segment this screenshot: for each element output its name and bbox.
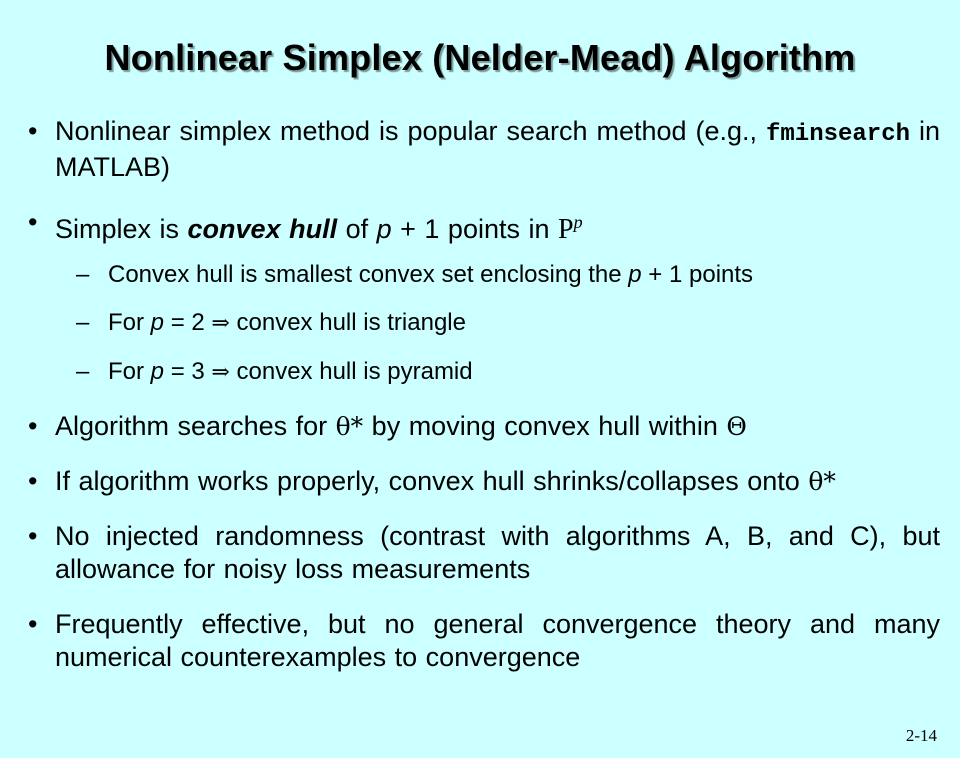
- sub-bullet-text: convex hull is triangle: [229, 309, 466, 336]
- sub-bullet-pyramid: [28, 357, 940, 388]
- bullet-text: Frequently effective, but no general convergence theory and many numerical counterexamples to convergence: [55, 609, 940, 672]
- sub-bullet-convex-hull-definition: [28, 260, 940, 290]
- sub-bullet-text: For: [108, 358, 151, 385]
- sub-bullet-triangle: [28, 308, 940, 339]
- variable-p: p: [150, 358, 165, 385]
- bullet-marker: •: [28, 116, 38, 146]
- bullet-text: of: [337, 214, 377, 244]
- variable-p: p: [150, 309, 165, 336]
- bullet-simplex-definition: [28, 206, 940, 246]
- bullet-marker: •: [28, 466, 38, 496]
- bullet-randomness: [28, 520, 940, 586]
- dash-marker: –: [76, 358, 90, 385]
- variable-p: p: [628, 261, 642, 288]
- sub-bullet-text: Convex hull is smallest convex set enclosing the: [108, 261, 629, 288]
- bullet-text: by moving convex hull within: [363, 411, 727, 441]
- theta-star-symbol: θ*: [335, 412, 364, 441]
- capital-theta-symbol: Θ: [726, 412, 747, 441]
- sub-bullet-text: = 2: [164, 309, 212, 336]
- dash-marker: –: [76, 309, 90, 336]
- slide-body: [28, 115, 940, 696]
- dash-marker: –: [76, 261, 90, 288]
- theta-star-symbol: θ*: [808, 467, 836, 496]
- sub-bullet-text: = 3: [164, 358, 212, 385]
- emphasis-convex-hull: convex hull: [187, 214, 338, 244]
- bullet-marker: •: [28, 609, 38, 639]
- space-symbol: P: [558, 214, 574, 245]
- bullet-text: No injected randomness (contrast with algorithms A, B, and C), but allowance for noisy loss measurements: [55, 521, 940, 584]
- implies-arrow-icon: ⇒: [211, 311, 230, 336]
- page-number: 2-14: [905, 726, 937, 745]
- bullet-text: Nonlinear simplex method is popular search method (e.g.,: [55, 116, 766, 146]
- bullet-fminsearch: [28, 115, 940, 184]
- code-fminsearch: fminsearch: [765, 121, 911, 148]
- implies-arrow-icon: ⇒: [211, 360, 230, 385]
- bullet-marker: •: [28, 521, 38, 551]
- bullet-text: Algorithm searches for: [55, 411, 336, 441]
- bullet-text: Simplex is: [55, 214, 188, 244]
- sub-bullet-text: convex hull is pyramid: [229, 358, 473, 385]
- bullet-text: If algorithm works properly, convex hull shrinks/collapses onto: [55, 466, 809, 496]
- bullet-marker: •: [28, 207, 38, 237]
- bullet-convergence: [28, 465, 940, 498]
- bullet-search-theta: [28, 410, 940, 443]
- space-exponent: p: [573, 212, 583, 232]
- sub-bullet-text: + 1 points: [641, 261, 754, 288]
- bullet-text: in MATLAB): [55, 116, 940, 182]
- bullet-effectiveness: [28, 608, 940, 674]
- bullet-marker: •: [28, 411, 38, 441]
- bullet-text: + 1 points in: [391, 214, 558, 244]
- page-title: Nonlinear Simplex (Nelder-Mead) Algorithm: [104, 37, 856, 78]
- sub-bullet-text: For: [108, 309, 151, 336]
- variable-p: p: [376, 214, 392, 244]
